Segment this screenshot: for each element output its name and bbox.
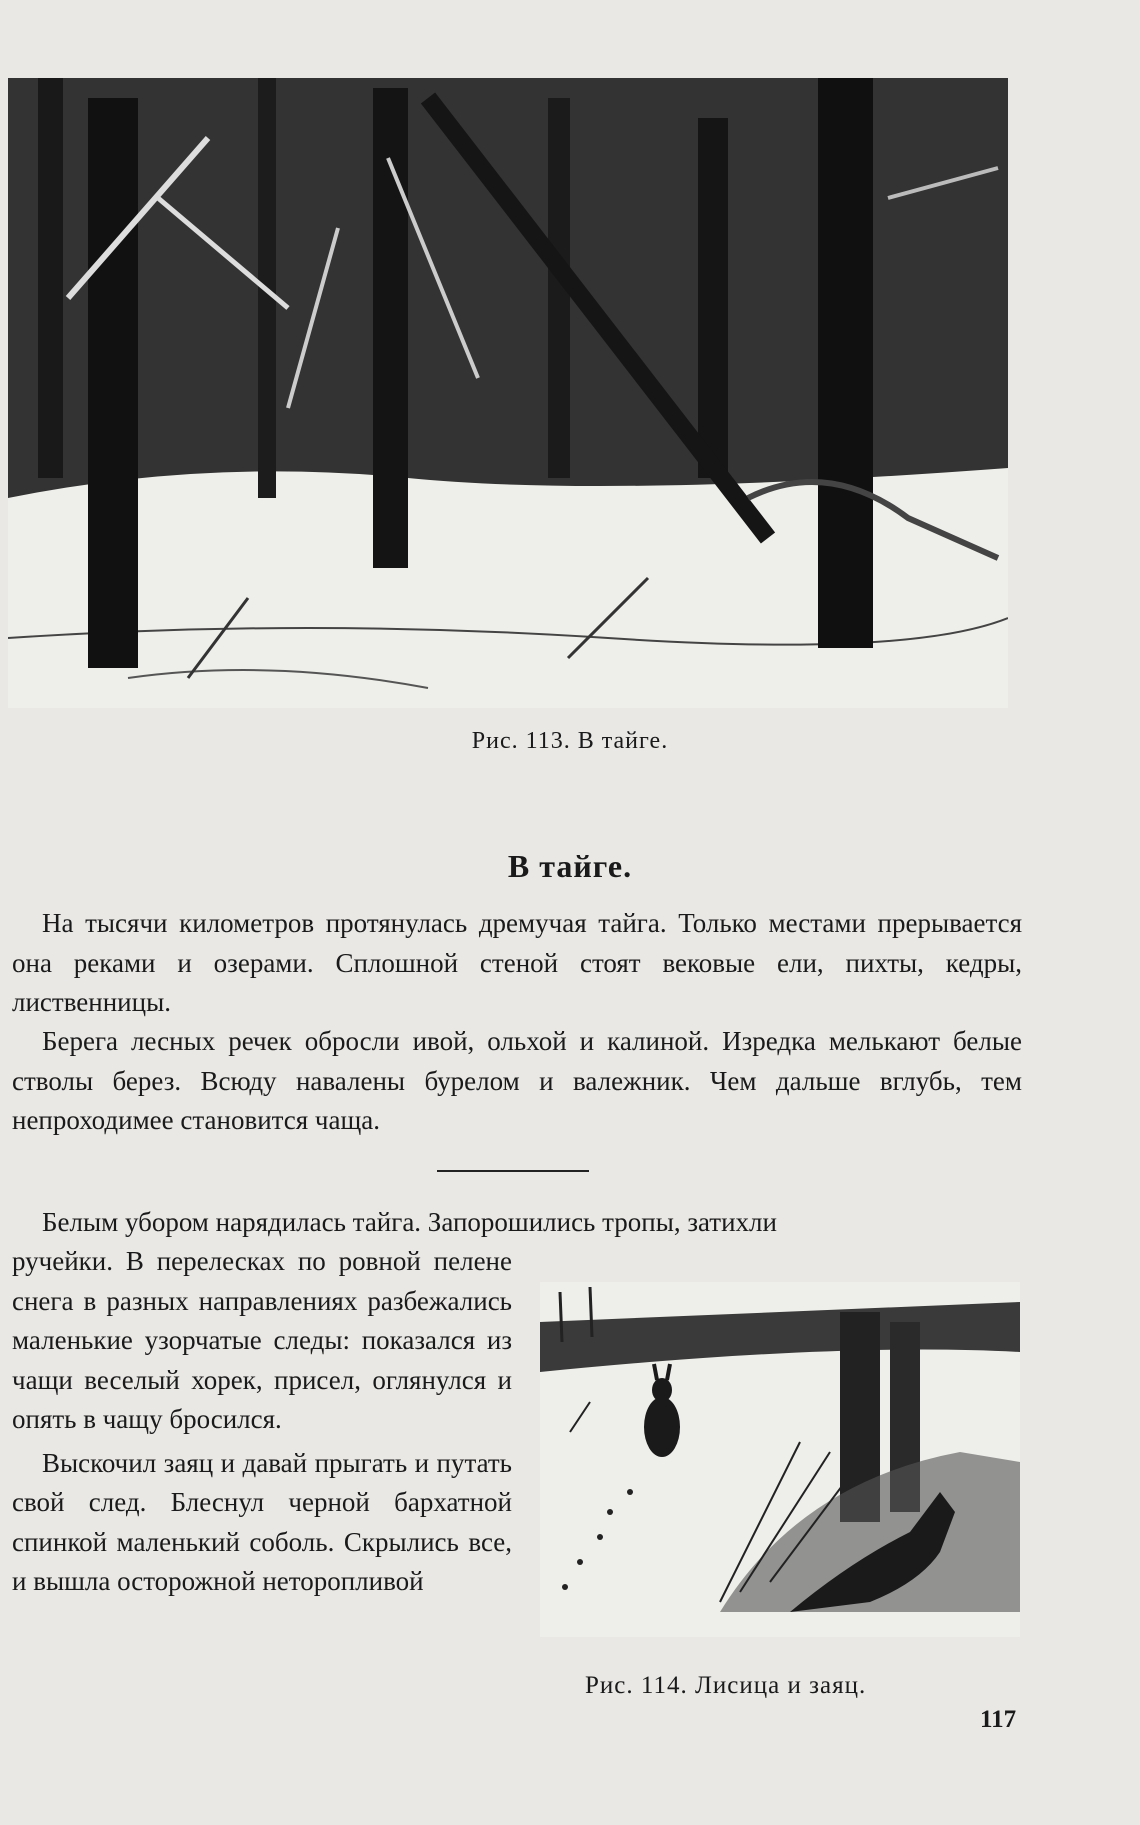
section-divider [437,1170,589,1172]
figure-113-caption: Рис. 113. В тайге. [471,728,669,754]
paragraph-1 [12,904,1022,1023]
left-column-text [12,1242,512,1602]
paragraph-3-rest: ручейки. В перелесках по ровной пелене снега в разных направлениях разбежались маленькие узорчатые следы: показался из чащи веселый хорек, присел, оглянулся и опять в чащу бросился. [12,1246,512,1434]
fox-and-hare-illustration [540,1282,1020,1637]
paragraph-1-text: На тысячи километров протянулась дремучая тайга. Только местами прерывается она реками и озерами. Сплошной стеной стоят вековые ели, пихты, кедры, лиственницы. [12,908,1022,1017]
page-number: 117 [980,1706,1017,1733]
paragraph-2 [12,1022,1022,1141]
paragraph-2-text: Берега лесных речек обросли ивой, ольхой и калиной. Изредка мелькают белые стволы берез. Всюду навалены бурелом и валежник. Чем дальше вглубь, тем непроходимее становится чаща. [12,1026,1022,1135]
paragraph-3-line-text: Белым убором нарядилась тайга. Запорошились тропы, затихли [42,1207,777,1237]
paragraph-3-first-line [12,1203,1022,1243]
paragraph-4: Выскочил заяц и давай прыгать и путать свой след. Блеснул черной бархатной спинкой маленький соболь. Скрылись все, и вышла осторожной неторопливой [12,1447,512,1596]
taiga-illustration [8,78,1008,708]
article-title: В тайге. [507,848,633,884]
figure-114-caption: Рис. 114. Лисица и заяц. [585,1672,867,1699]
